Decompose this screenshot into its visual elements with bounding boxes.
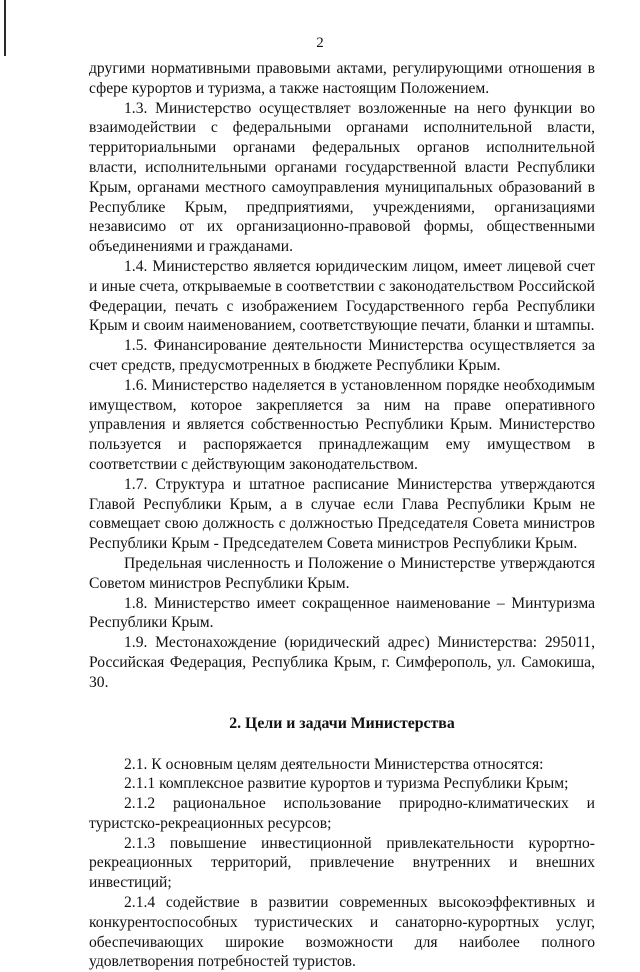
paragraph-1-9: 1.9. Местонахождение (юридический адрес) Министерства: 295011, Российская Федерация, Республика Крым, г. Симферополь, ул. Самокиша, 30. (89, 634, 595, 691)
paragraph-1-4: 1.4. Министерство является юридическим лицом, имеет лицевой счет и иные счета, открываемые в соответствии с законодательством Российской Федерации, печать с изображением Государственного герба Республики Крым и своим наименованием, соответствующие печати, бланки и штампы. (89, 257, 595, 335)
paragraph-2-1: 2.1. К основным целям деятельности Министерства относятся: (124, 755, 544, 773)
section-heading: 2. Цели и задачи Министерства (229, 714, 455, 732)
paragraph-1-7: 1.7. Структура и штатное расписание Министерства утверждаются Главой Республики Крым, а в случае если Глава Республики Крым не совмещает свою должность с должностью Председателя Совета министров Республики Крым - Председателем Совета министров Республики Крым. (89, 475, 595, 553)
paragraph-2-1-4: 2.1.4 содействие в развитии современных высокоэффективных и конкурентоспособных туристических и санаторно-курортных услуг, обеспечивающих широкие возможности для наиболее полного удовлетворения потребностей туристов. (89, 894, 595, 971)
paragraph-2-1-2: 2.1.2 рациональное использование природно-климатических и туристско-рекреационных ресурсов; (89, 795, 595, 832)
paragraph-1-6: 1.6. Министерство наделяется в установленном порядке необходимым имуществом, которое закрепляется за ним на праве оперативного управления и является собственностью Республики Крым. Министерство пользуется и распоряжается принадлежащим ему имуществом в соответствии с действующим законодательством. (89, 376, 595, 473)
paragraph-1-5: 1.5. Финансирование деятельности Министерства осуществляется за счет средств, предусмотренных в бюджете Республики Крым. (89, 337, 595, 374)
paragraph-1-8: 1.8. Министерство имеет сокращенное наименование – Минтуризма Республики Крым. (89, 594, 595, 632)
paragraph-continuation: другими нормативными правовыми актами, регулирующими отношения в сфере курортов и туризма, а также настоящим Положением. (89, 60, 595, 97)
paragraph-2-1-1: 2.1.1 комплексное развитие курортов и туризма Республики Крым; (124, 775, 569, 793)
paragraph-2-1-3: 2.1.3 повышение инвестиционной привлекательности курортно-рекреационных территорий, привлечение внутренних и внешних инвестиций; (89, 834, 595, 892)
page-number: 2 (316, 35, 324, 51)
paragraph-1-3: 1.3. Министерство осуществляет возложенные на него функции во взаимодействии с федеральными органами исполнительной власти, территориальными органами федеральных органов исполнительной власти, исполнительными органами государственной власти Республики Крым, органами местного самоуправления муниципальных образований в Республике Крым, предприятиями, учреждениями, организациями независимо от их организационно-правовой формы, общественными объединениями и гражданами. (89, 99, 595, 256)
document-body (89, 59, 595, 972)
paragraph-staff-limit: Предельная численность и Положение о Министерстве утверждаются Советом министров Республики Крым. (89, 554, 595, 592)
